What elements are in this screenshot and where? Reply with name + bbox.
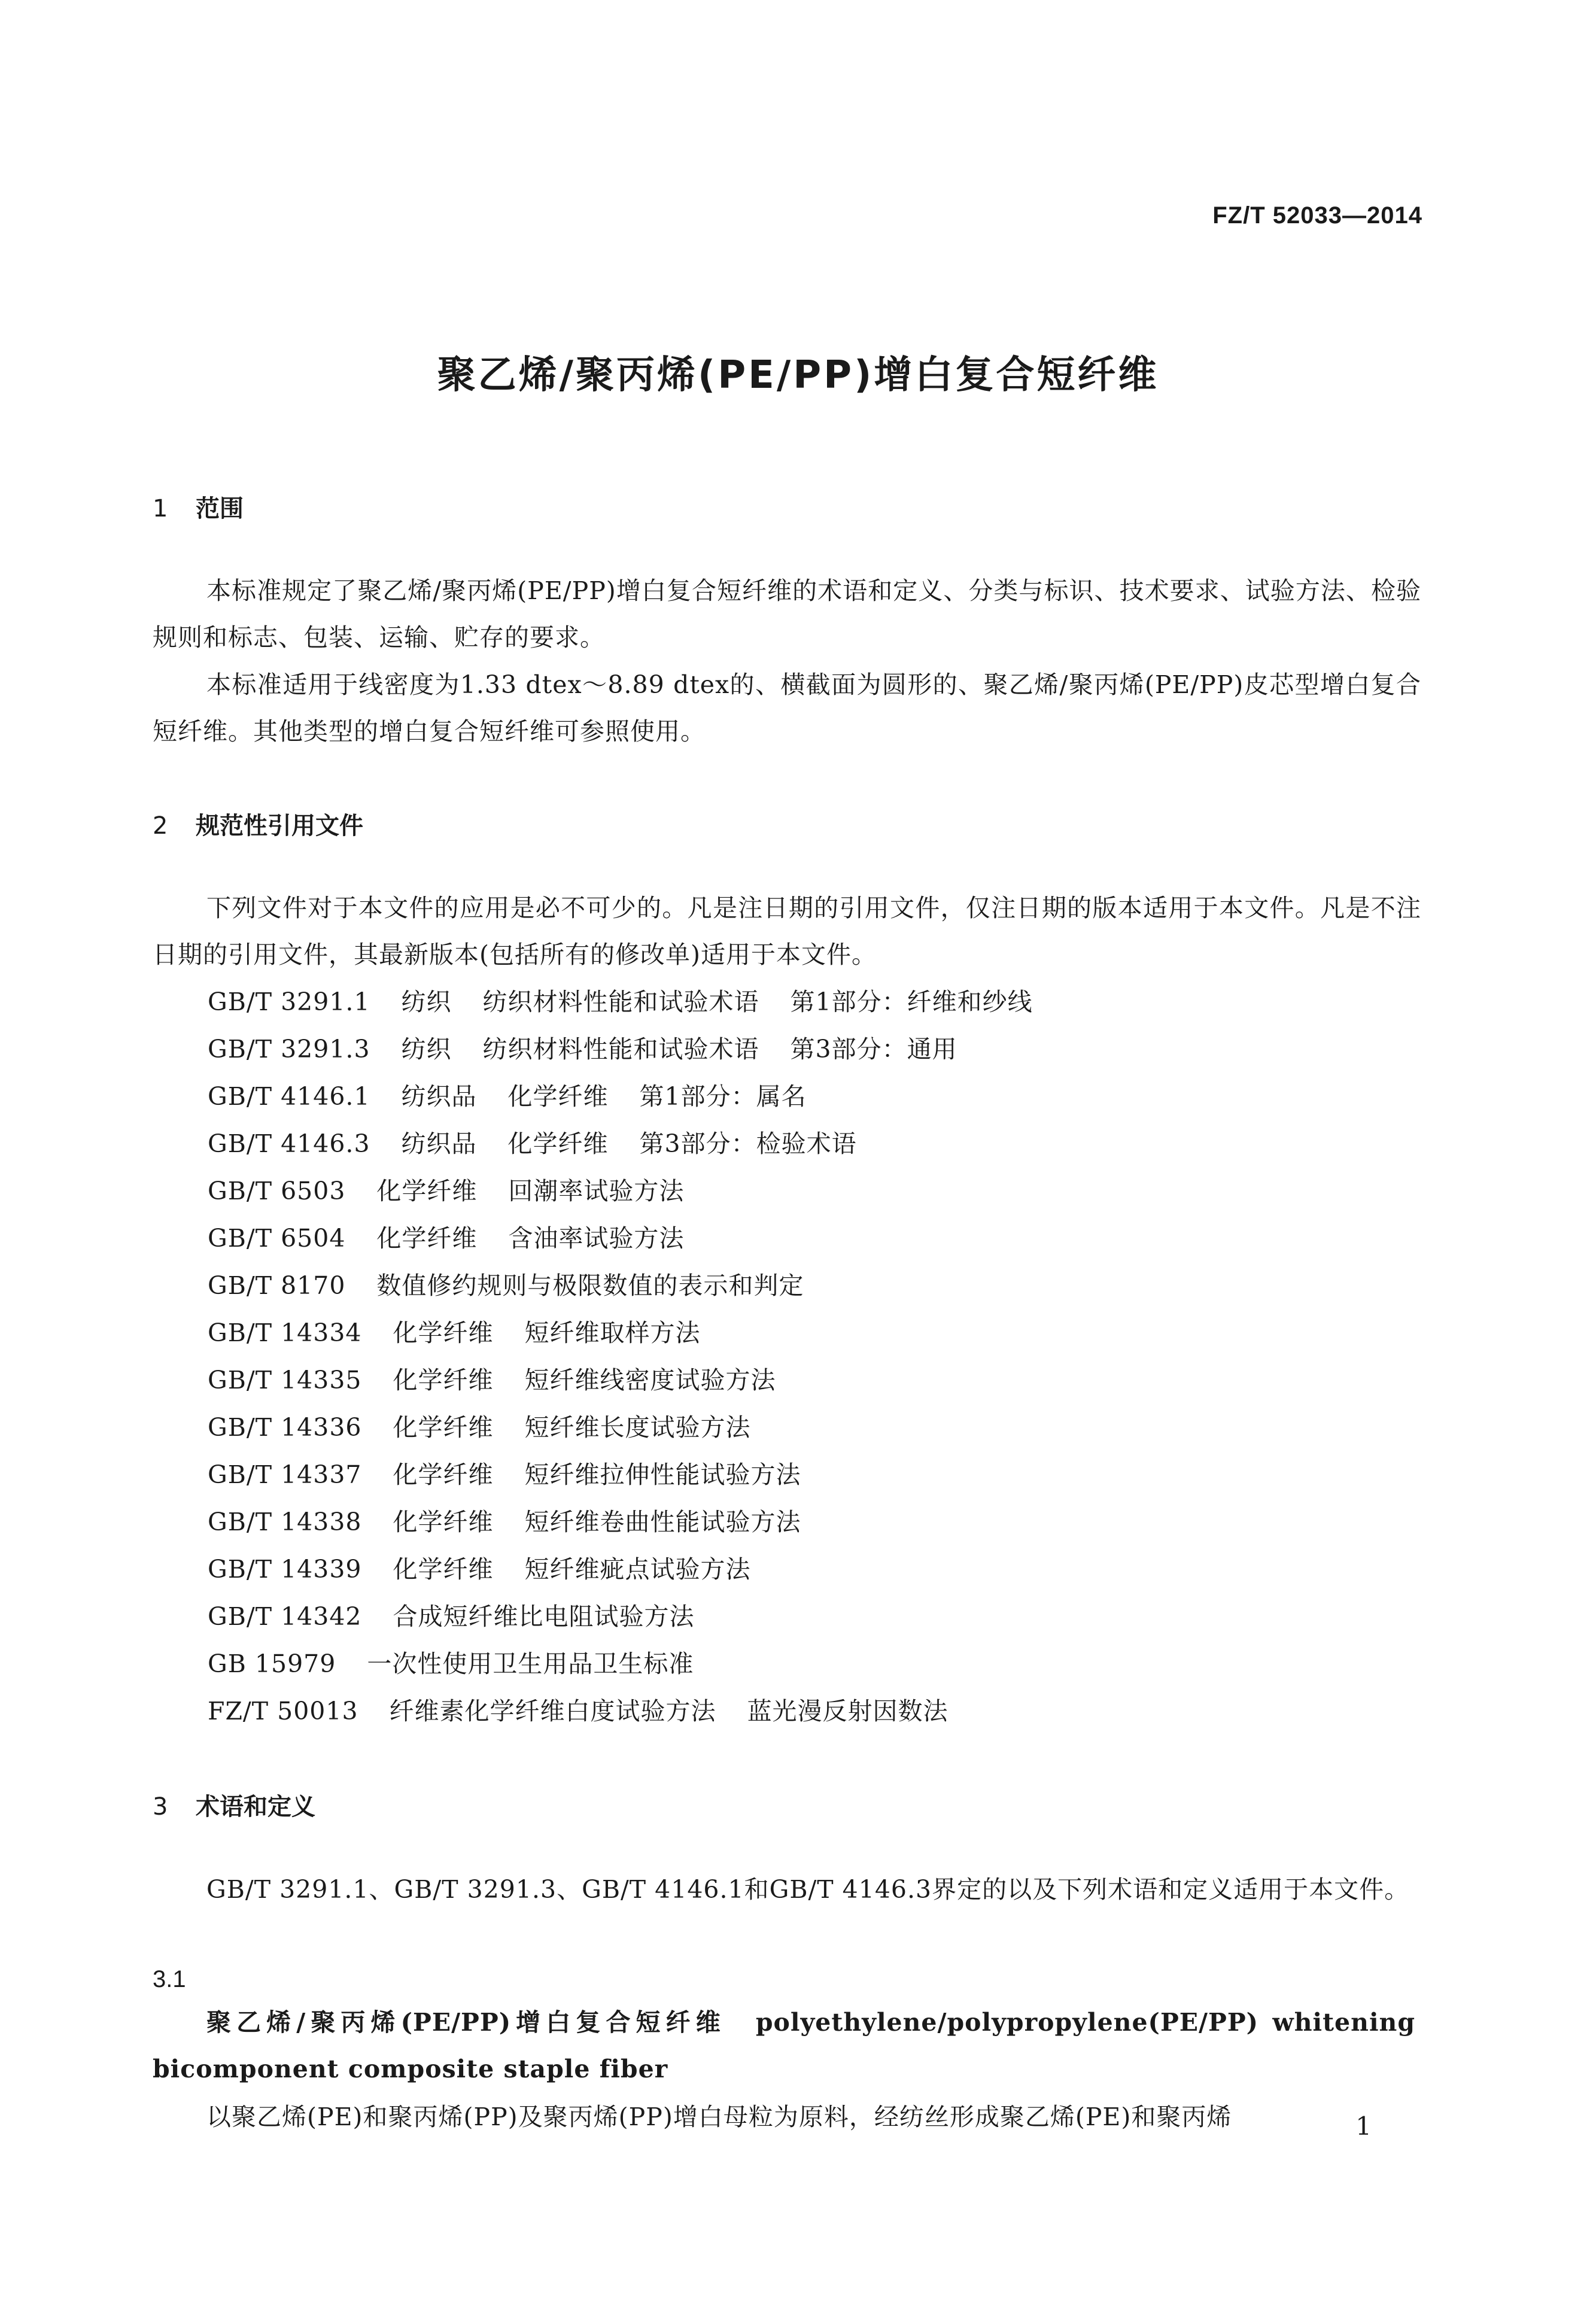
reference-part: 蓝光漫反射因数法 <box>747 1697 949 1725</box>
reference-code: GB/T 14334 <box>208 1318 362 1347</box>
reference-item <box>208 1262 1033 1310</box>
reference-part: 短纤维取样方法 <box>524 1318 701 1347</box>
reference-code: GB/T 6504 <box>208 1224 346 1253</box>
reference-part: 纺织品 <box>401 1082 477 1111</box>
section-title: 规范性引用文件 <box>196 812 363 840</box>
reference-list <box>208 979 1033 1735</box>
reference-item <box>208 1310 1033 1357</box>
reference-part: 纤维素化学纤维白度试验方法 <box>389 1697 716 1725</box>
reference-part: 短纤维长度试验方法 <box>524 1413 751 1442</box>
reference-part: 第3部分：检验术语 <box>639 1129 857 1158</box>
reference-part: 纺织品 <box>401 1129 477 1158</box>
reference-item <box>208 1026 1033 1073</box>
reference-code: GB/T 4146.3 <box>208 1129 370 1158</box>
section-number: 1 <box>153 495 168 522</box>
reference-part: 化学纤维 <box>393 1508 494 1536</box>
reference-part: 化学纤维 <box>376 1224 478 1253</box>
scope-paragraph-1: 本标准规定了聚乙烯/聚丙烯(PE/PP)增白复合短纤维的术语和定义、分类与标识、技术要求、试验方法、检验规则和标志、包装、运输、贮存的要求。 <box>153 576 1421 652</box>
reference-part: 短纤维卷曲性能试验方法 <box>524 1508 801 1536</box>
reference-part: 含油率试验方法 <box>508 1224 685 1253</box>
reference-part: 纺织 <box>401 1035 452 1064</box>
reference-part: 纺织 <box>401 988 452 1016</box>
reference-part: 化学纤维 <box>507 1082 609 1111</box>
reference-code: FZ/T 50013 <box>208 1697 358 1725</box>
reference-code: GB/T 14335 <box>208 1366 362 1394</box>
section-heading-terms <box>153 1788 315 1822</box>
standard-number: FZ/T 52033—2014 <box>1212 202 1422 229</box>
reference-item <box>208 1640 1033 1688</box>
reference-part: 化学纤维 <box>393 1555 494 1584</box>
reference-code: GB 15979 <box>208 1649 336 1678</box>
reference-item <box>208 1499 1033 1546</box>
section-heading-normative <box>153 807 363 841</box>
reference-item <box>208 1357 1033 1404</box>
section-title: 范围 <box>196 495 244 522</box>
reference-part: 化学纤维 <box>376 1177 478 1205</box>
reference-part: 第1部分：纤维和纱线 <box>790 988 1033 1016</box>
section-title: 术语和定义 <box>196 1793 315 1821</box>
reference-item <box>208 1593 1033 1640</box>
reference-item <box>208 1168 1033 1215</box>
reference-part: 纺织材料性能和试验术语 <box>482 1035 759 1064</box>
document-title: 聚乙烯/聚丙烯(PE/PP)增白复合短纤维 <box>437 353 1159 397</box>
reference-code: GB/T 3291.1 <box>208 988 370 1016</box>
reference-part: 纺织材料性能和试验术语 <box>482 988 759 1016</box>
term-title: 聚乙烯/聚丙烯(PE/PP)增白复合短纤维 polyethylene/polypropylene(PE/PP) whitening bicomponent composite staple fiber <box>153 2008 1415 2083</box>
reference-code: GB/T 14342 <box>208 1602 362 1631</box>
reference-part: 回潮率试验方法 <box>508 1177 685 1205</box>
reference-item <box>208 1120 1033 1168</box>
reference-code: GB/T 8170 <box>208 1271 346 1300</box>
term-number: 3.1 <box>153 1966 186 1992</box>
reference-code: GB/T 14339 <box>208 1555 362 1584</box>
reference-code: GB/T 6503 <box>208 1177 346 1205</box>
reference-part: 化学纤维 <box>507 1129 609 1158</box>
reference-item <box>208 979 1033 1026</box>
reference-item <box>208 1546 1033 1593</box>
reference-item <box>208 1215 1033 1262</box>
terms-intro: GB/T 3291.1、GB/T 3291.3、GB/T 4146.1和GB/T 4146.3界定的以及下列术语和定义适用于本文件。 <box>206 1875 1410 1904</box>
reference-part: 化学纤维 <box>393 1460 494 1489</box>
scope-paragraph-2: 本标准适用于线密度为1.33 dtex～8.89 dtex的、横截面为圆形的、聚乙烯/聚丙烯(PE/PP)皮芯型增白复合短纤维。其他类型的增白复合短纤维可参照使用。 <box>153 670 1421 746</box>
reference-item <box>208 1451 1033 1499</box>
reference-part: 合成短纤维比电阻试验方法 <box>393 1602 695 1631</box>
normative-intro: 下列文件对于本文件的应用是必不可少的。凡是注日期的引用文件，仅注日期的版本适用于本文件。凡是不注日期的引用文件，其最新版本(包括所有的修改单)适用于本文件。 <box>153 894 1421 969</box>
reference-code: GB/T 4146.1 <box>208 1082 370 1111</box>
reference-item <box>208 1688 1033 1735</box>
section-heading-scope <box>153 490 244 524</box>
reference-part: 短纤维拉伸性能试验方法 <box>524 1460 801 1489</box>
section-number: 3 <box>153 1793 168 1821</box>
reference-code: GB/T 14337 <box>208 1460 362 1489</box>
reference-part: 化学纤维 <box>393 1366 494 1394</box>
section-number: 2 <box>153 812 168 840</box>
reference-part: 数值修约规则与极限数值的表示和判定 <box>376 1271 804 1300</box>
reference-part: 短纤维疵点试验方法 <box>524 1555 751 1584</box>
reference-part: 短纤维线密度试验方法 <box>524 1366 776 1394</box>
reference-part: 第1部分：属名 <box>639 1082 807 1111</box>
reference-part: 一次性使用卫生用品卫生标准 <box>367 1649 694 1678</box>
reference-code: GB/T 3291.3 <box>208 1035 370 1064</box>
reference-part: 第3部分：通用 <box>790 1035 957 1064</box>
reference-part: 化学纤维 <box>393 1413 494 1442</box>
reference-code: GB/T 14336 <box>208 1413 362 1442</box>
reference-item <box>208 1404 1033 1451</box>
reference-part: 化学纤维 <box>393 1318 494 1347</box>
reference-code: GB/T 14338 <box>208 1508 362 1536</box>
reference-item <box>208 1073 1033 1120</box>
page-number: 1 <box>1355 2111 1372 2141</box>
term-definition: 以聚乙烯(PE)和聚丙烯(PP)及聚丙烯(PP)增白母粒为原料，经纺丝形成聚乙烯(PE)和聚丙烯 <box>206 2103 1232 2131</box>
